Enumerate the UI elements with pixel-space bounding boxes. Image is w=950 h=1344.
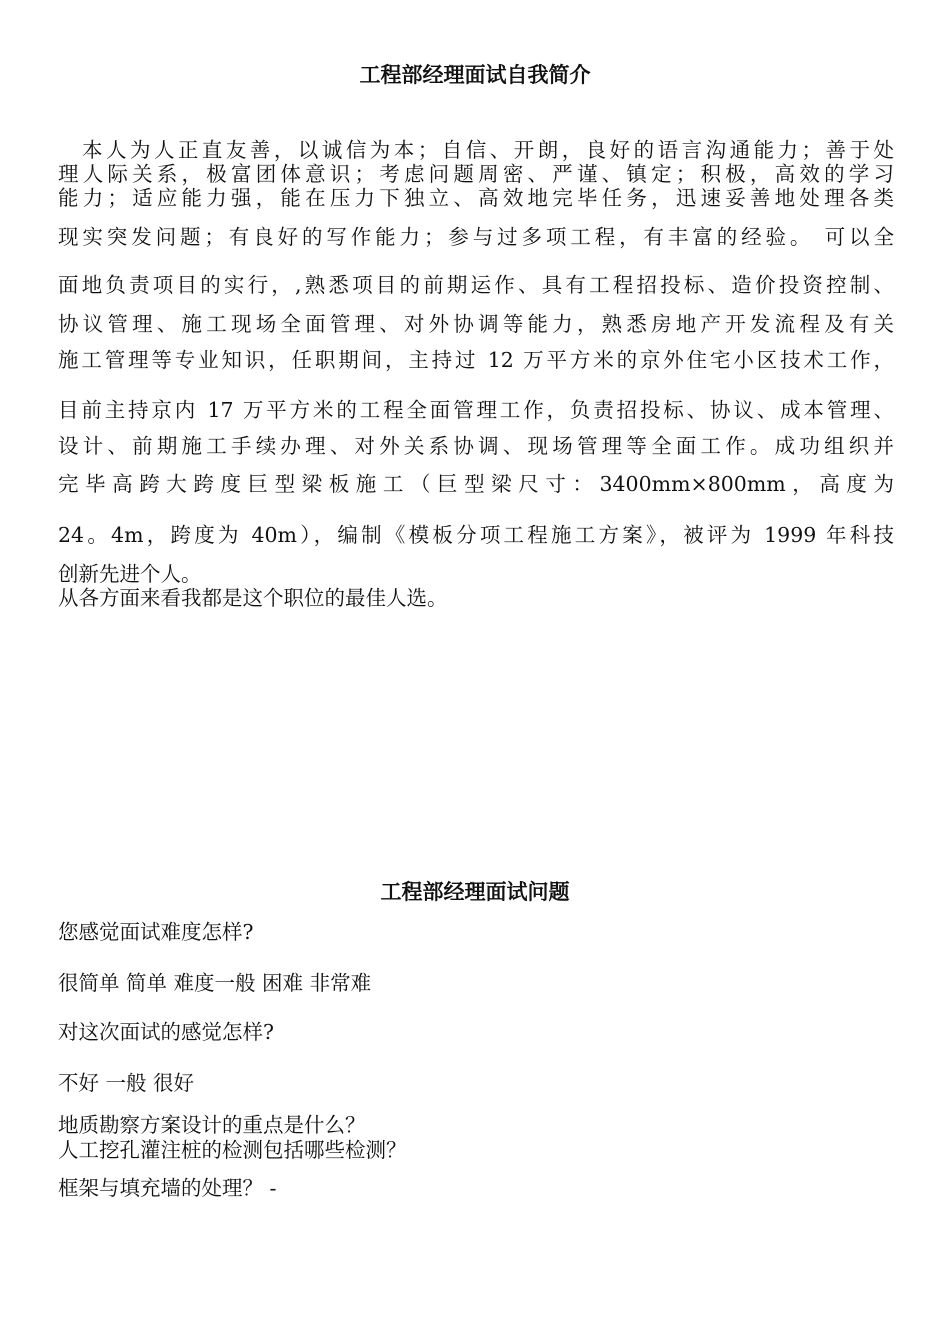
intro-line: 本人为人正直友善，以诚信为本；自信、开朗，良好的语言沟通能力；善于处 [58,138,894,162]
question-pile-testing: 人工挖孔灌注桩的检测包括哪些检测？ [58,1138,407,1162]
intro-line: 设计、前期施工手续办理、对外关系协调、现场管理等全面工作。成功组织并 [58,434,894,458]
feeling-options: 不好 一般 很好 [58,1071,195,1095]
intro-line: 目前主持京内 17 万平方米的工程全面管理工作，负责招投标、协议、成本管理、 [58,398,894,422]
intro-line: 协议管理、施工现场全面管理、对外协调等能力，熟悉房地产开发流程及有关 [58,312,894,336]
intro-line: 创新先进个人。 [58,562,202,586]
difficulty-options: 很简单 简单 难度一般 困难 非常难 [58,971,372,995]
intro-line: 完毕高跨大跨度巨型梁板施工（巨型梁尺寸：3400mm×800mm，高度为 [58,472,894,496]
intro-title: 工程部经理面试自我简介 [359,63,591,87]
question-infill-wall: 框架与填充墙的处理？ - [58,1176,277,1200]
intro-line: 面地负责项目的实行，,熟悉项目的前期运作、具有工程招投标、造价投资控制、 [58,273,894,297]
intro-line: 理人际关系，极富团体意识；考虑问题周密、严谨、镇定；积极，高效的学习 [58,162,894,186]
question-geology: 地质勘察方案设计的重点是什么？ [58,1113,366,1137]
intro-line: 现实突发问题；有良好的写作能力；参与过多项工程，有丰富的经验。 可以全 [58,225,894,249]
intro-line: 能力；适应能力强，能在压力下独立、高效地完毕任务，迅速妥善地处理各类 [58,186,894,210]
intro-line: 从各方面来看我都是这个职位的最佳人选。 [58,586,448,610]
question-feeling: 对这次面试的感觉怎样? [58,1020,274,1044]
questions-title: 工程部经理面试问题 [380,880,570,904]
intro-line: 24。4m，跨度为 40m），编制《模板分项工程施工方案》，被评为 1999 年科技 [58,523,894,547]
question-difficulty: 您感觉面试难度怎样? [58,920,254,944]
intro-line: 施工管理等专业知识，任职期间，主持过 12 万平方米的京外住宅小区技术工作， [58,348,894,372]
